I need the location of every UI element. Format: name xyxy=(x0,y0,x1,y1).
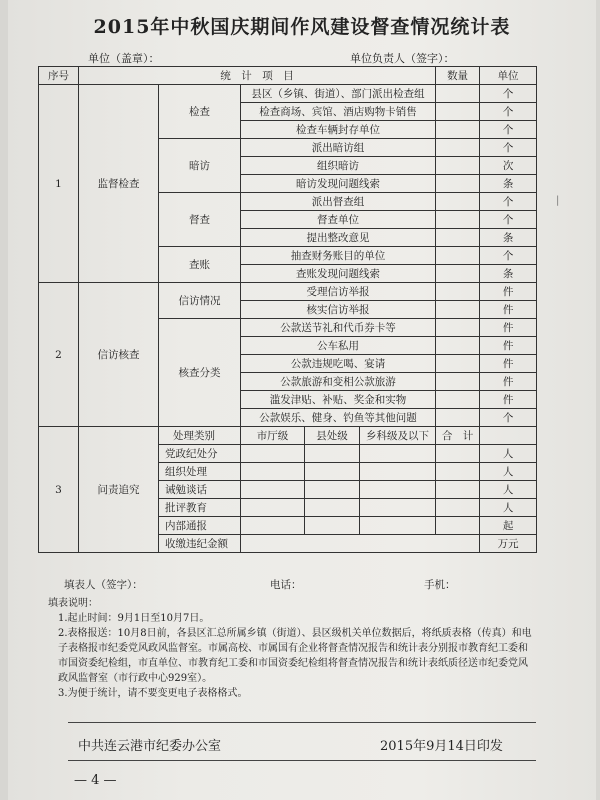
item-label: 组织暗访 xyxy=(241,157,436,175)
unit-cell: 件 xyxy=(480,355,537,373)
col-header-total: 合 计 xyxy=(436,427,480,445)
group-name: 查账 xyxy=(159,247,241,283)
quantity-cell xyxy=(436,85,480,103)
unit-cell: 条 xyxy=(480,229,537,247)
unit-cell: 件 xyxy=(480,283,537,301)
header-qty: 数量 xyxy=(436,67,480,85)
divider-top xyxy=(68,722,536,723)
header-row xyxy=(39,67,537,85)
group-name: 信访情况 xyxy=(159,283,241,319)
quantity-cell xyxy=(436,121,480,139)
value-cell xyxy=(436,517,480,535)
col-header-type: 处理类别 xyxy=(159,427,241,445)
unit-cell: 次 xyxy=(480,157,537,175)
value-cell xyxy=(241,445,305,463)
item-label: 督查单位 xyxy=(241,211,436,229)
group-name: 督查 xyxy=(159,193,241,247)
section-name: 信访核查 xyxy=(79,283,159,427)
quantity-cell xyxy=(436,319,480,337)
quantity-cell xyxy=(436,139,480,157)
quantity-cell xyxy=(436,247,480,265)
item-label: 抽查财务账目的单位 xyxy=(241,247,436,265)
table-row xyxy=(39,85,537,103)
item-label: 县区（乡镇、街道）、部门派出检查组 xyxy=(241,85,436,103)
quantity-cell xyxy=(436,157,480,175)
document-page xyxy=(8,0,596,800)
unit-cell: 人 xyxy=(480,481,537,499)
phone-label: 电话： xyxy=(270,579,302,591)
value-cell xyxy=(360,481,436,499)
unit-cell: 个 xyxy=(480,121,537,139)
row-label: 收缴违纪金额 xyxy=(159,535,241,553)
value-cell xyxy=(436,463,480,481)
value-cell xyxy=(360,517,436,535)
item-label: 派出暗访组 xyxy=(241,139,436,157)
section-name: 监督检查 xyxy=(79,85,159,283)
quantity-cell xyxy=(436,229,480,247)
statistics-table xyxy=(38,66,537,553)
unit-cell: 个 xyxy=(480,247,537,265)
section-seq: 1 xyxy=(39,85,79,283)
table-row xyxy=(39,283,537,301)
row-label: 党政纪处分 xyxy=(159,445,241,463)
item-label: 公车私用 xyxy=(241,337,436,355)
responsible-signature-label: 单位负责人（签字）： xyxy=(350,52,455,65)
instruction-item: 3.为便于统计，请不要变更电子表格格式。 xyxy=(58,688,248,699)
row-label: 内部通报 xyxy=(159,517,241,535)
quantity-cell xyxy=(436,355,480,373)
quantity-cell xyxy=(436,265,480,283)
value-cell xyxy=(305,463,360,481)
value-cell xyxy=(360,463,436,481)
merged-value-cell xyxy=(241,535,480,553)
unit-cell: 个 xyxy=(480,193,537,211)
unit-cell: 条 xyxy=(480,265,537,283)
value-cell xyxy=(305,481,360,499)
unit-cell: 件 xyxy=(480,301,537,319)
item-label: 核实信访举报 xyxy=(241,301,436,319)
section-name: 问责追究 xyxy=(79,427,159,553)
value-cell xyxy=(436,445,480,463)
value-cell xyxy=(436,481,480,499)
quantity-cell xyxy=(436,193,480,211)
quantity-cell xyxy=(436,283,480,301)
unit-cell: 件 xyxy=(480,373,537,391)
margin-mark: | xyxy=(556,195,560,206)
item-label: 公款娱乐、健身、钓鱼等其他问题 xyxy=(241,409,436,427)
unit-cell: 个 xyxy=(480,139,537,157)
quantity-cell xyxy=(436,211,480,229)
item-label: 检查车辆封存单位 xyxy=(241,121,436,139)
section-seq: 2 xyxy=(39,283,79,427)
value-cell xyxy=(241,463,305,481)
item-label: 提出整改意见 xyxy=(241,229,436,247)
page-number: — 4 — xyxy=(74,773,117,788)
col-header-county: 县处级 xyxy=(305,427,360,445)
unit-cell: 个 xyxy=(480,409,537,427)
unit-cell: 万元 xyxy=(480,535,537,553)
value-cell xyxy=(305,517,360,535)
row-label: 组织处理 xyxy=(159,463,241,481)
unit-cell: 个 xyxy=(480,85,537,103)
value-cell xyxy=(360,499,436,517)
unit-cell: 人 xyxy=(480,445,537,463)
header-seq: 序号 xyxy=(39,67,79,85)
unit-cell: 个 xyxy=(480,211,537,229)
item-label: 公款违规吃喝、宴请 xyxy=(241,355,436,373)
item-label: 公款送节礼和代币券卡等 xyxy=(241,319,436,337)
instructions xyxy=(48,596,536,701)
value-cell xyxy=(436,499,480,517)
item-label: 公款旅游和变相公款旅游 xyxy=(241,373,436,391)
quantity-cell xyxy=(436,337,480,355)
value-cell xyxy=(241,481,305,499)
item-label: 查账发现问题线索 xyxy=(241,265,436,283)
quantity-cell xyxy=(436,301,480,319)
issuing-office: 中共连云港市纪委办公室 xyxy=(78,739,222,754)
col-header-city: 市厅级 xyxy=(241,427,305,445)
unit-cell: 人 xyxy=(480,499,537,517)
header-items: 统 计 项 目 xyxy=(79,67,436,85)
divider-bottom xyxy=(68,760,536,761)
item-label: 暗访发现问题线索 xyxy=(241,175,436,193)
group-name: 检查 xyxy=(159,85,241,139)
page-title: 2015年中秋国庆期间作风建设督查情况统计表 xyxy=(93,16,511,38)
value-cell xyxy=(360,445,436,463)
item-label: 滥发津贴、补贴、奖金和实物 xyxy=(241,391,436,409)
quantity-cell xyxy=(436,103,480,121)
unit-cell: 起 xyxy=(480,517,537,535)
instruction-item: 2.表格报送：10月8日前，各县区汇总所属乡镇（街道）、县区级机关单位数据后，将纸质表格（传真）和电子表格报市纪委党风政风监督室。市属高校、市属国有企业将督查情况报告和统计表分别报市教育纪工委和市国资委纪检组，市直单位、市教育纪工委和市国资委纪检组将督查情况报告和统计表纸质径送市纪委党风政风监督室（市行政中心929室）。 xyxy=(58,628,532,684)
quantity-cell xyxy=(436,409,480,427)
unit-cell: 件 xyxy=(480,319,537,337)
instruction-item: 1.起止时间：9月1日至10月7日。 xyxy=(58,613,210,624)
header-unit: 单位 xyxy=(480,67,537,85)
print-date: 2015年9月14日印发 xyxy=(380,739,503,754)
row-label: 诫勉谈话 xyxy=(159,481,241,499)
unit-cell xyxy=(480,427,537,445)
unit-cell: 件 xyxy=(480,391,537,409)
filler-signature-label: 填表人（签字）： xyxy=(64,579,143,591)
table-row xyxy=(39,427,537,445)
unit-stamp-label: 单位（盖章）： xyxy=(88,52,160,65)
row-label: 批评教育 xyxy=(159,499,241,517)
value-cell xyxy=(305,499,360,517)
item-label: 派出督查组 xyxy=(241,193,436,211)
unit-cell: 件 xyxy=(480,337,537,355)
quantity-cell xyxy=(436,391,480,409)
value-cell xyxy=(241,517,305,535)
group-name: 核查分类 xyxy=(159,319,241,427)
mobile-label: 手机： xyxy=(424,579,456,591)
unit-cell: 条 xyxy=(480,175,537,193)
item-label: 检查商场、宾馆、酒店购物卡销售 xyxy=(241,103,436,121)
col-header-township: 乡科级及以下 xyxy=(360,427,436,445)
group-name: 暗访 xyxy=(159,139,241,193)
unit-cell: 人 xyxy=(480,463,537,481)
section-seq: 3 xyxy=(39,427,79,553)
item-label: 受理信访举报 xyxy=(241,283,436,301)
quantity-cell xyxy=(436,175,480,193)
quantity-cell xyxy=(436,373,480,391)
unit-cell: 个 xyxy=(480,103,537,121)
instructions-label: 填表说明： xyxy=(48,598,98,609)
value-cell xyxy=(241,499,305,517)
value-cell xyxy=(305,445,360,463)
